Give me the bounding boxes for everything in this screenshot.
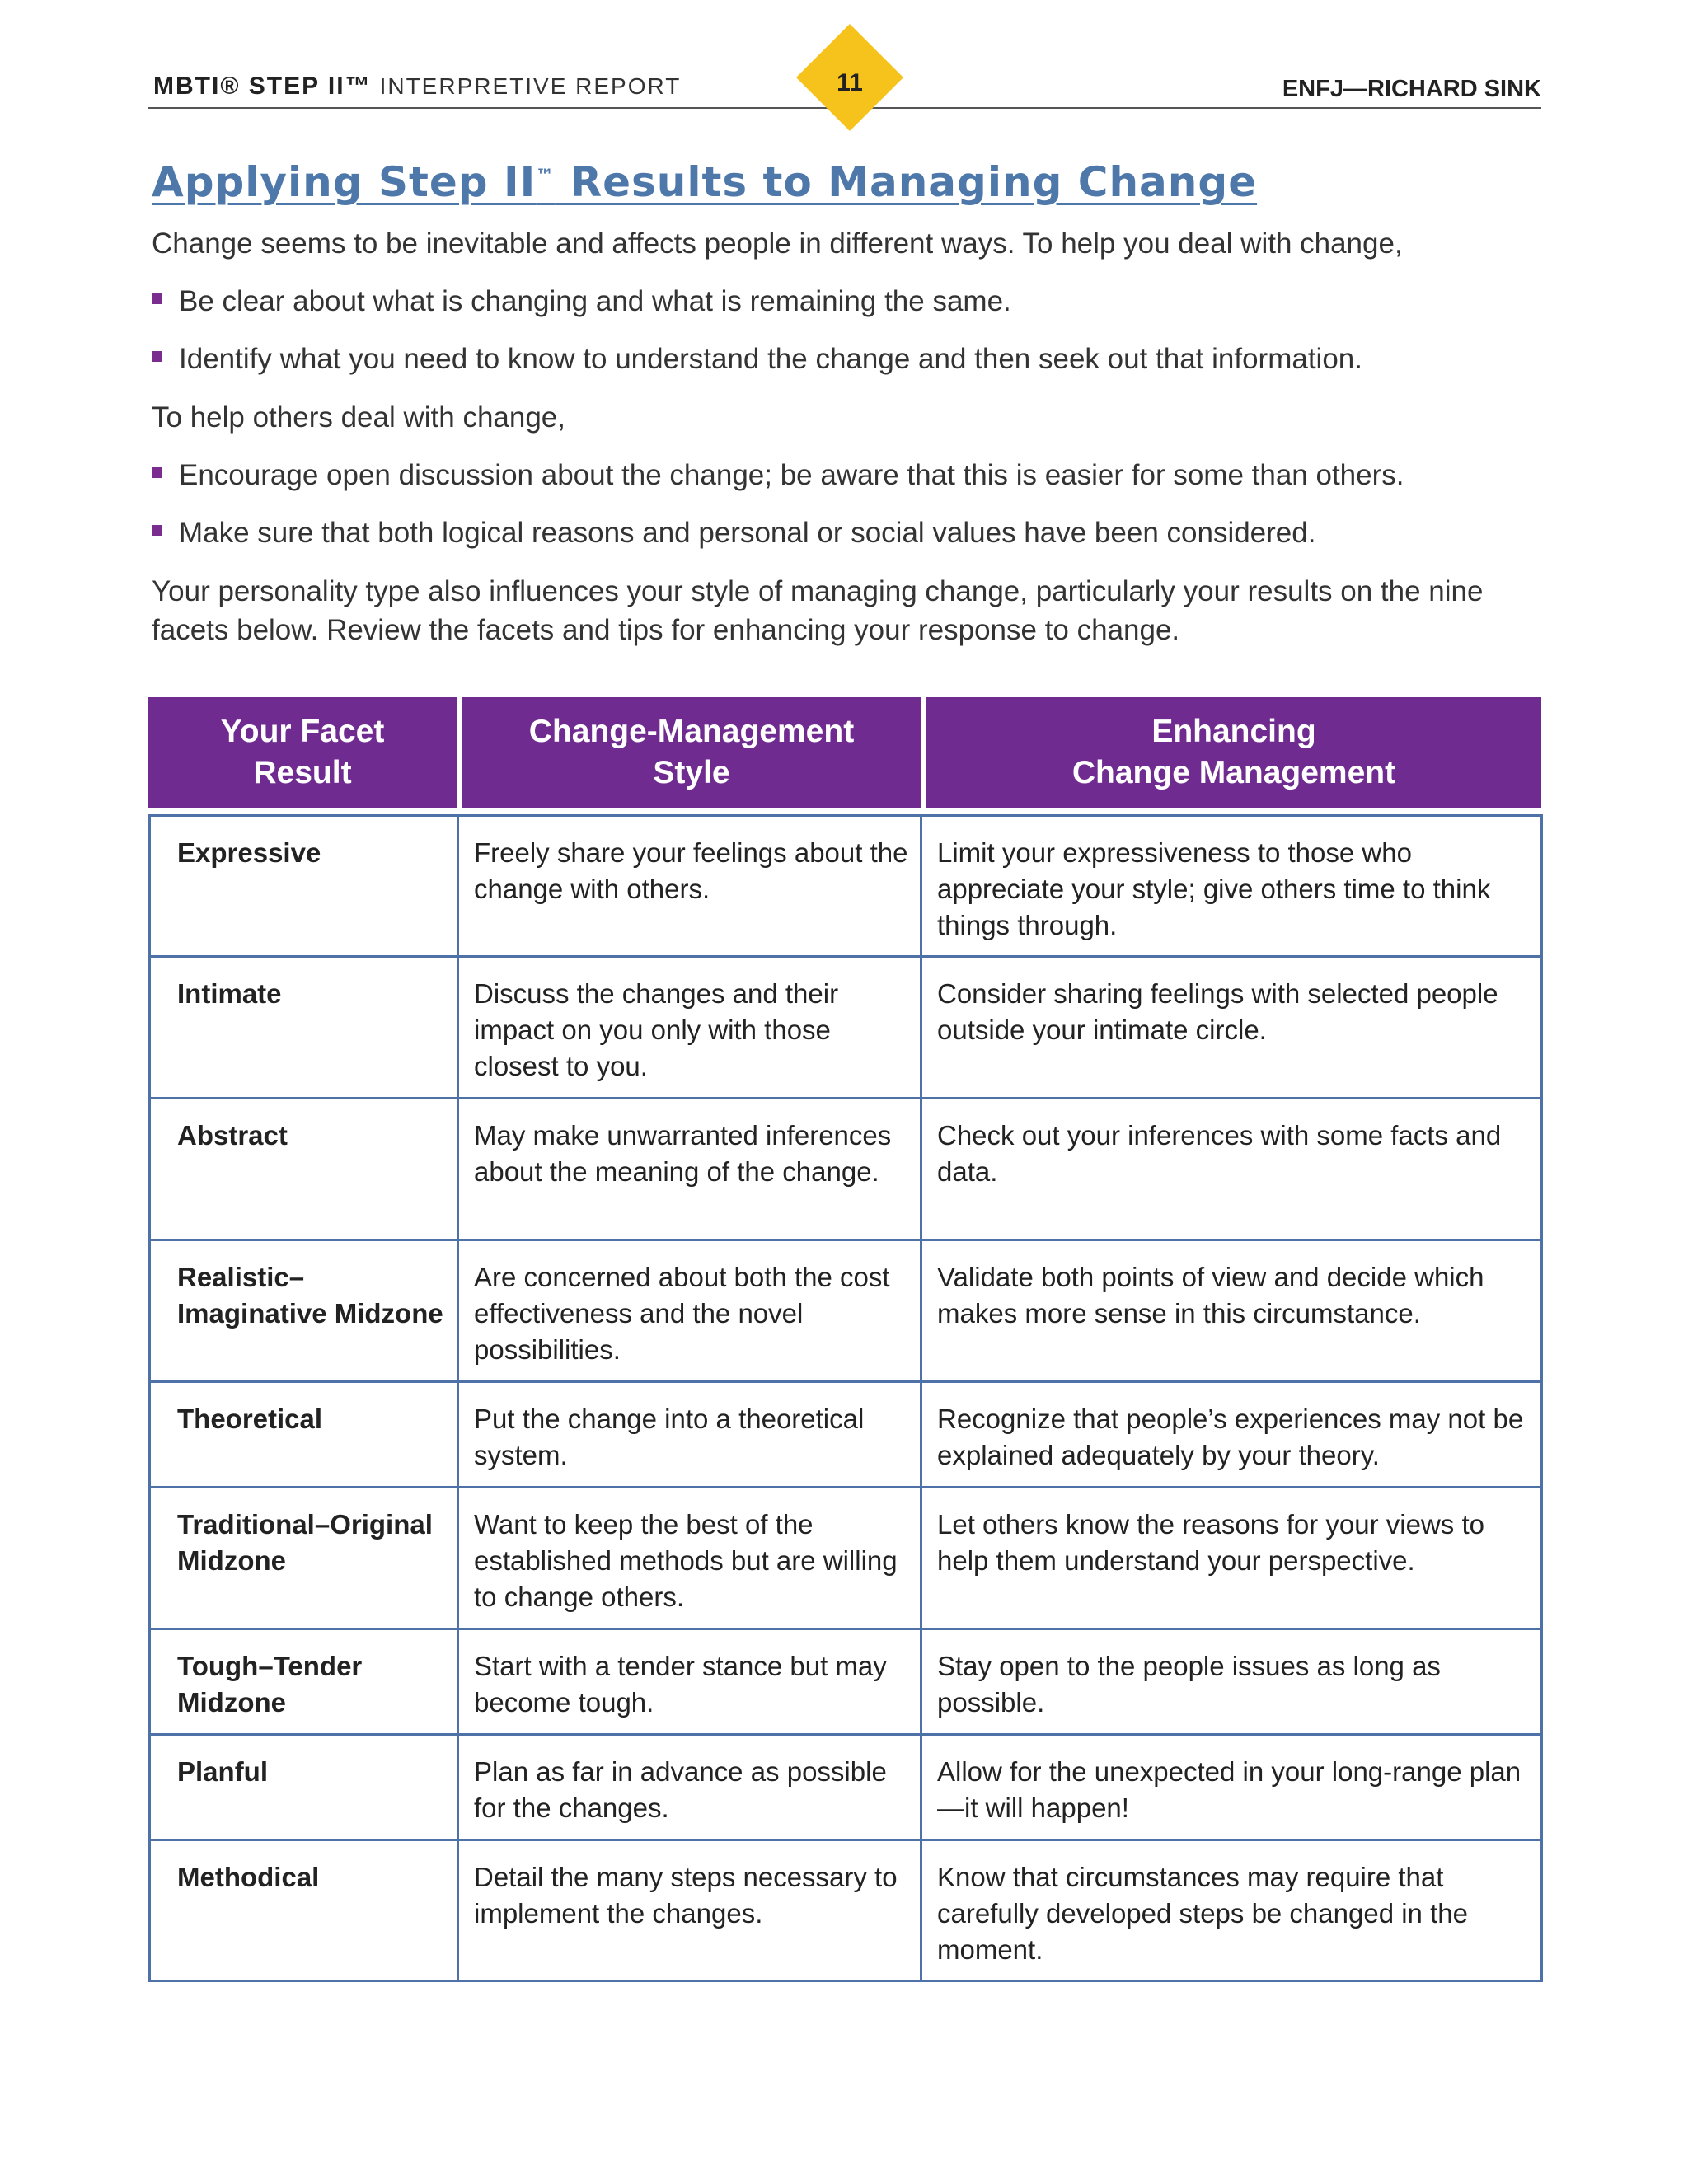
enhance-cell: Allow for the unexpected in your long-range plan—it will happen! — [937, 1756, 1522, 1823]
style-cell: Plan as far in advance as possible for the changes. — [459, 1736, 922, 1839]
column-header-style: Change-Management Style — [462, 697, 921, 808]
style-cell: Put the change into a theoretical system. — [459, 1383, 922, 1486]
table-row — [151, 1628, 1540, 1733]
style-cell: Start with a tender stance but may become tough. — [459, 1630, 922, 1733]
others-intro-text: To help others deal with change, — [152, 401, 565, 434]
list-item: Encourage open discussion about the change; be aware that this is easier for some than others. — [152, 456, 1404, 494]
table-body — [148, 814, 1543, 1982]
table-row — [151, 955, 1540, 1097]
closing-text: Your personality type also influences your style of managing change, particularly your results on the nine facets below. Review the facets and tips for enhancing your response to change. — [152, 575, 1484, 646]
enhance-cell: Stay open to the people issues as long as possible. — [937, 1651, 1441, 1718]
enhance-cell: Limit your expressiveness to those who appreciate your style; give others time to think things through. — [937, 837, 1491, 940]
enhance-cell: Validate both points of view and decide which makes more sense in this circumstance. — [937, 1262, 1484, 1329]
facet-cell: Tough–Tender Midzone — [151, 1630, 459, 1733]
facet-cell: Theoretical — [151, 1383, 459, 1486]
enhance-cell: Check out your inferences with some facts and data. — [937, 1120, 1502, 1187]
bullet-square-icon — [152, 351, 162, 362]
intro-text: Change seems to be inevitable and affects people in different ways. To help you deal with change, — [152, 227, 1403, 260]
page-number: 11 — [837, 69, 863, 96]
style-cell: Discuss the changes and their impact on you only with those closest to you. — [459, 958, 922, 1097]
page-title: Applying Step II™ Results to Managing Change — [152, 158, 1258, 206]
table-row — [151, 1486, 1540, 1628]
style-cell: May make unwarranted inferences about the meaning of the change. — [459, 1099, 922, 1239]
facet-cell: Planful — [151, 1736, 459, 1839]
list-item: Identify what you need to know to understand the change and then seek out that information. — [152, 340, 1362, 378]
facet-cell: Realistic–Imaginative Midzone — [151, 1241, 459, 1380]
style-cell: Freely share your feelings about the change with others. — [459, 817, 922, 955]
style-cell: Want to keep the best of the established methods but are willing to change others. — [459, 1488, 922, 1628]
list-item: Be clear about what is changing and what is remaining the same. — [152, 282, 1011, 321]
table-row — [151, 1380, 1540, 1486]
table-row — [151, 817, 1540, 955]
bullet-square-icon — [152, 293, 162, 304]
list-item: Make sure that both logical reasons and personal or social values have been considered. — [152, 513, 1315, 552]
table-row — [151, 1239, 1540, 1380]
facet-cell: Abstract — [151, 1099, 459, 1239]
table-header — [148, 697, 1541, 808]
enhance-cell: Know that circumstances may require that carefully developed steps be changed in the moment. — [937, 1862, 1468, 1965]
report-type: INTERPRETIVE REPORT — [379, 73, 682, 99]
table-row — [151, 1097, 1540, 1239]
style-cell: Detail the many steps necessary to implement the changes. — [459, 1841, 922, 1980]
facet-cell: Traditional–Original Midzone — [151, 1488, 459, 1628]
brand-name: MBTI® STEP II™ — [153, 73, 372, 100]
facet-table — [148, 697, 1541, 1965]
enhance-cell: Let others know the reasons for your views to help them understand your perspective. — [937, 1509, 1484, 1576]
column-header-facet: Your Facet Result — [148, 697, 457, 808]
column-header-enhance: Enhancing Change Management — [926, 697, 1541, 808]
table-row — [151, 1839, 1540, 1980]
bullet-square-icon — [152, 525, 162, 536]
enhance-cell: Consider sharing feelings with selected people outside your intimate circle. — [937, 978, 1498, 1045]
facet-cell: Methodical — [151, 1841, 459, 1980]
style-cell: Are concerned about both the cost effectiveness and the novel possibilities. — [459, 1241, 922, 1380]
report-brand — [153, 73, 681, 101]
enhance-cell: Recognize that people’s experiences may not be explained adequately by your theory. — [937, 1404, 1524, 1470]
bullet-square-icon — [152, 467, 162, 478]
facet-cell: Intimate — [151, 958, 459, 1097]
table-row — [151, 1733, 1540, 1839]
facet-cell: Expressive — [151, 817, 459, 955]
client-name: ENFJ—RICHARD SINK — [1282, 76, 1541, 102]
